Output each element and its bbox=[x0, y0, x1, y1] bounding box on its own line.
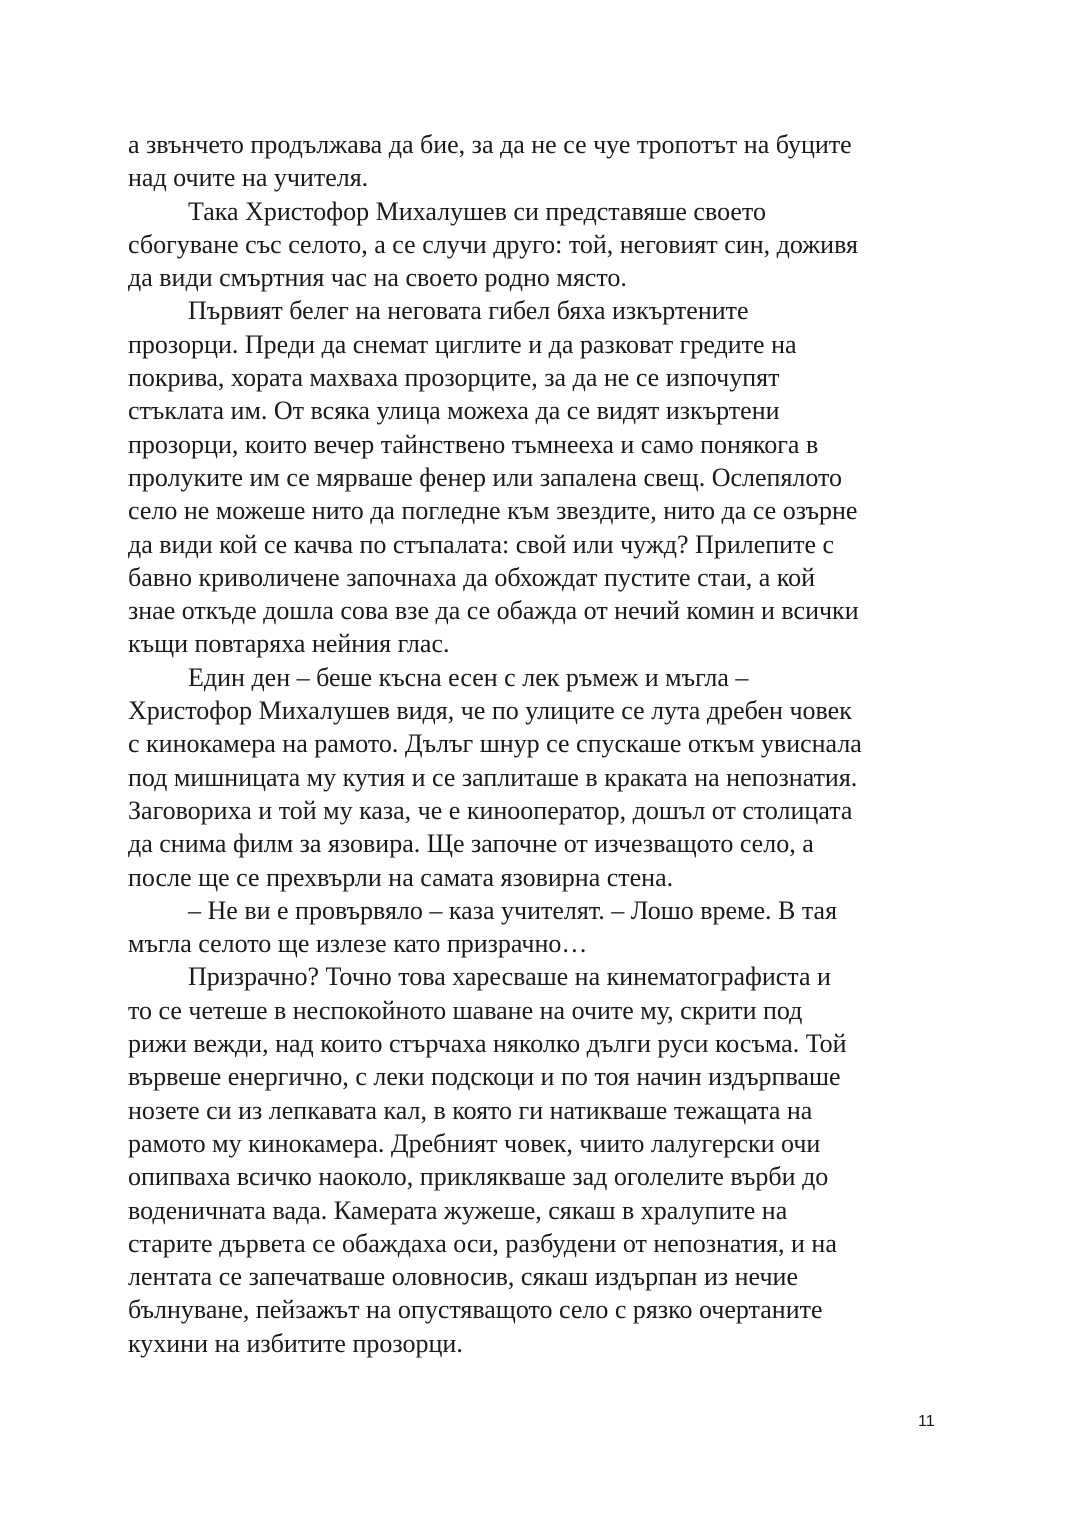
text-line: прозорци, които вечер тайнствено тъмнееха и само понякога в bbox=[128, 429, 819, 459]
text-line: вървеше енергично, с леки подскоци и по тоя начин издърпваше bbox=[128, 1062, 841, 1092]
text-line: Така Христофор Михалушев си представяше своето bbox=[188, 196, 766, 226]
text-line: над очите на учителя. bbox=[128, 163, 369, 193]
text-line: под мишницата му кутия и се заплиташе в краката на непознатия. bbox=[128, 762, 858, 792]
text-line: да снима филм за язовира. Ще започне от изчезващото село, а bbox=[128, 829, 814, 859]
text-line: Христофор Михалушев видя, че по улиците се лута дребен човек bbox=[128, 696, 852, 726]
text-line: а звънчето продължава да бие, за да не се чуе тропотът на буците bbox=[128, 130, 852, 159]
text-line: Заговориха и той му каза, че е кинооператор, дошъл от столицата bbox=[128, 795, 853, 825]
text-line: старите дървета се обаждаха оси, разбудени от непознатия, и на bbox=[128, 1228, 837, 1258]
text-line: кухини на избитите прозорци. bbox=[128, 1328, 463, 1358]
text-line: покрива, хората махваха прозорците, за да не се изпочупят bbox=[128, 363, 780, 393]
page-number: 11 bbox=[918, 1413, 935, 1430]
text-line: село не можеше нито да погледне към звездите, нито да се озърне bbox=[128, 496, 858, 526]
text-line: сбогуване със селото, а се случи друго: той, неговият син, доживя bbox=[128, 229, 858, 259]
text-line: къщи повтаряха нейния глас. bbox=[128, 629, 450, 659]
text-line: Призрачно? Точно това харесваше на кинематографиста и bbox=[188, 962, 831, 992]
text-line: да види кой се качва по стъпалата: свой или чужд? Прилепите с bbox=[128, 529, 835, 559]
text-line: прозорци. Преди да снемат циглите и да разковат гредите на bbox=[128, 329, 797, 359]
body-text bbox=[128, 128, 956, 1360]
text-line: – Не ви е провървяло – каза учителят. – Лошо време. В тая bbox=[188, 895, 838, 925]
text-line: пролуките им се мярваше фенер или запалена свещ. Ослепялото bbox=[128, 462, 843, 492]
text-line: с кинокамера на рамото. Дълъг шнур се спускаше откъм увиснала bbox=[128, 729, 862, 759]
text-line: бълнуване, пейзажът на опустяващото село с рязко очертаните bbox=[128, 1295, 823, 1325]
text-line: стъклата им. От всяка улица можеха да се видят изкъртени bbox=[128, 396, 780, 426]
text-line: нозете си из лепкавата кал, в която ги натикваше тежащата на bbox=[128, 1095, 813, 1125]
text-line: то се четеше в неспокойното шаване на очите му, скрити под bbox=[128, 995, 803, 1025]
text-line: рижи вежди, над които стърчаха няколко дълги руси косъма. Той bbox=[128, 1029, 847, 1059]
text-line: да види смъртния час на своето родно място. bbox=[128, 263, 627, 293]
text-line: опипваха всичко наоколо, приклякваше зад оголелите върби до bbox=[128, 1162, 829, 1192]
text-line: лентата се запечатваше оловносив, сякаш издърпан из нечие bbox=[128, 1262, 798, 1292]
text-line: Първият белег на неговата гибел бяха изкъртените bbox=[188, 296, 749, 326]
text-line: после ще се прехвърли на самата язовирна стена. bbox=[128, 862, 674, 892]
text-line: знае откъде дошла сова взе да се обажда от нечий комин и всички bbox=[128, 596, 859, 626]
text-line: рамото му кинокамера. Дребният човек, чиито лалугерски очи bbox=[128, 1128, 821, 1158]
text-line: мъгла селото ще излезе като призрачно… bbox=[128, 929, 588, 959]
text-line: воденичната вада. Камерата жужеше, сякаш в хралупите на bbox=[128, 1195, 788, 1225]
text-line: Един ден – беше късна есен с лек ръмеж и мъгла – bbox=[188, 662, 749, 692]
text-line: бавно криволичене започнаха да обхождат пустите стаи, а кой bbox=[128, 562, 816, 592]
